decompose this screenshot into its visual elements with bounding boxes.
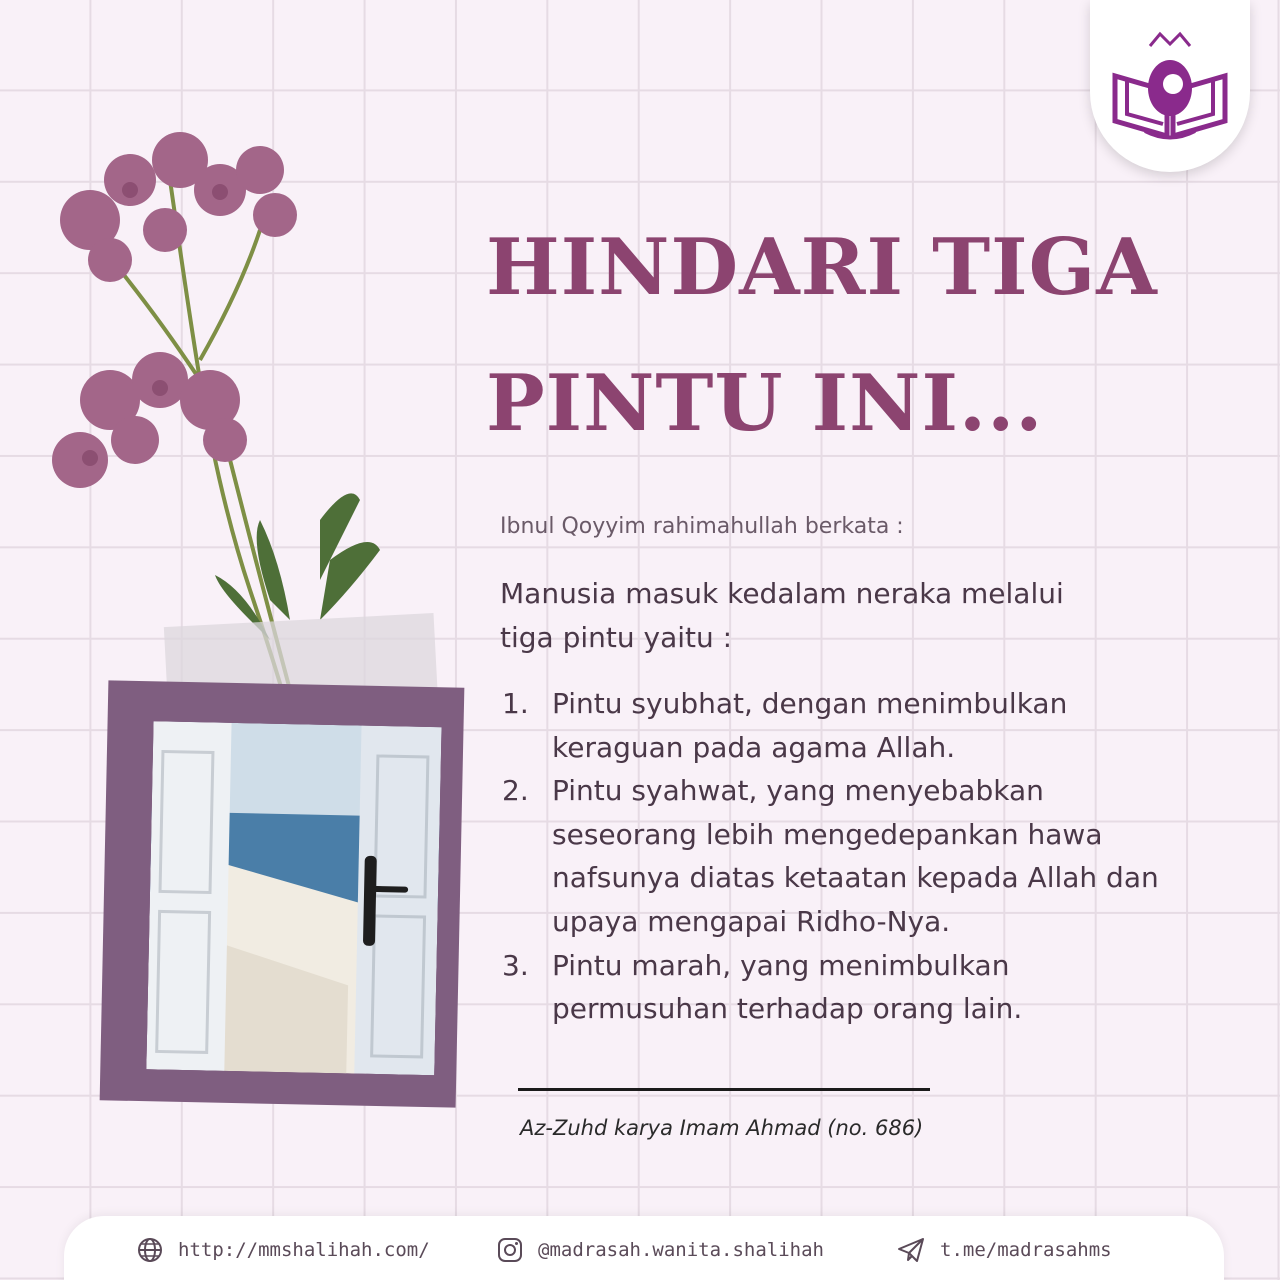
title-line-2: PINTU INI... — [486, 358, 1044, 449]
telegram-icon — [896, 1236, 926, 1264]
list-line: Pintu syahwat, yang menyebabkan — [552, 774, 1044, 808]
reference-citation: Az-Zuhd karya Imam Ahmad (no. 686) — [520, 1116, 924, 1140]
list-line: keraguan pada agama Allah. — [552, 730, 956, 764]
madrasah-logo-icon — [1105, 26, 1235, 146]
lead-text — [500, 572, 1220, 660]
lead-line-1: Manusia masuk kedalam neraka melalui — [500, 577, 1064, 610]
telegram-text: t.me/madrasahms — [940, 1239, 1112, 1261]
title-line-1: HINDARI TIGA — [486, 222, 1158, 313]
list-line: permusuhan terhadap orang lain. — [552, 992, 1023, 1026]
open-door-photo — [146, 721, 441, 1075]
list-line: Pintu marah, yang menimbulkan — [552, 948, 1010, 982]
page-title — [486, 200, 1186, 472]
open-door-image — [146, 721, 441, 1075]
doors-list — [500, 682, 1260, 1031]
list-item-1 — [500, 682, 1260, 769]
reference-divider — [518, 1088, 930, 1091]
globe-icon — [136, 1236, 164, 1264]
list-item-3 — [500, 944, 1260, 1031]
telegram-link[interactable] — [896, 1236, 1112, 1264]
list-line: seseorang lebih mengedepankan hawa — [552, 817, 1103, 851]
intro-text: Ibnul Qoyyim rahimahullah berkata : — [500, 514, 904, 539]
list-number: 1. — [502, 687, 529, 720]
footer-bar — [64, 1216, 1224, 1280]
instagram-icon — [496, 1236, 524, 1264]
list-number: 3. — [502, 948, 529, 982]
flower-illustration — [20, 120, 440, 700]
list-line: upaya mengapai Ridho-Nya. — [552, 904, 951, 938]
instagram-text: @madrasah.wanita.shalihah — [538, 1239, 824, 1261]
lead-line-2: tiga pintu yaitu : — [500, 621, 733, 654]
list-line: Pintu syubhat, dengan menimbulkan — [552, 687, 1068, 720]
website-link[interactable] — [136, 1236, 430, 1264]
logo-badge — [1090, 0, 1250, 172]
list-item-2 — [500, 769, 1260, 943]
website-text: http://mmshalihah.com/ — [178, 1239, 430, 1261]
list-number: 2. — [502, 774, 529, 808]
instagram-link[interactable] — [496, 1236, 824, 1264]
photo-frame — [100, 680, 465, 1107]
list-line: nafsunya diatas ketaatan kepada Allah dan — [552, 861, 1159, 895]
